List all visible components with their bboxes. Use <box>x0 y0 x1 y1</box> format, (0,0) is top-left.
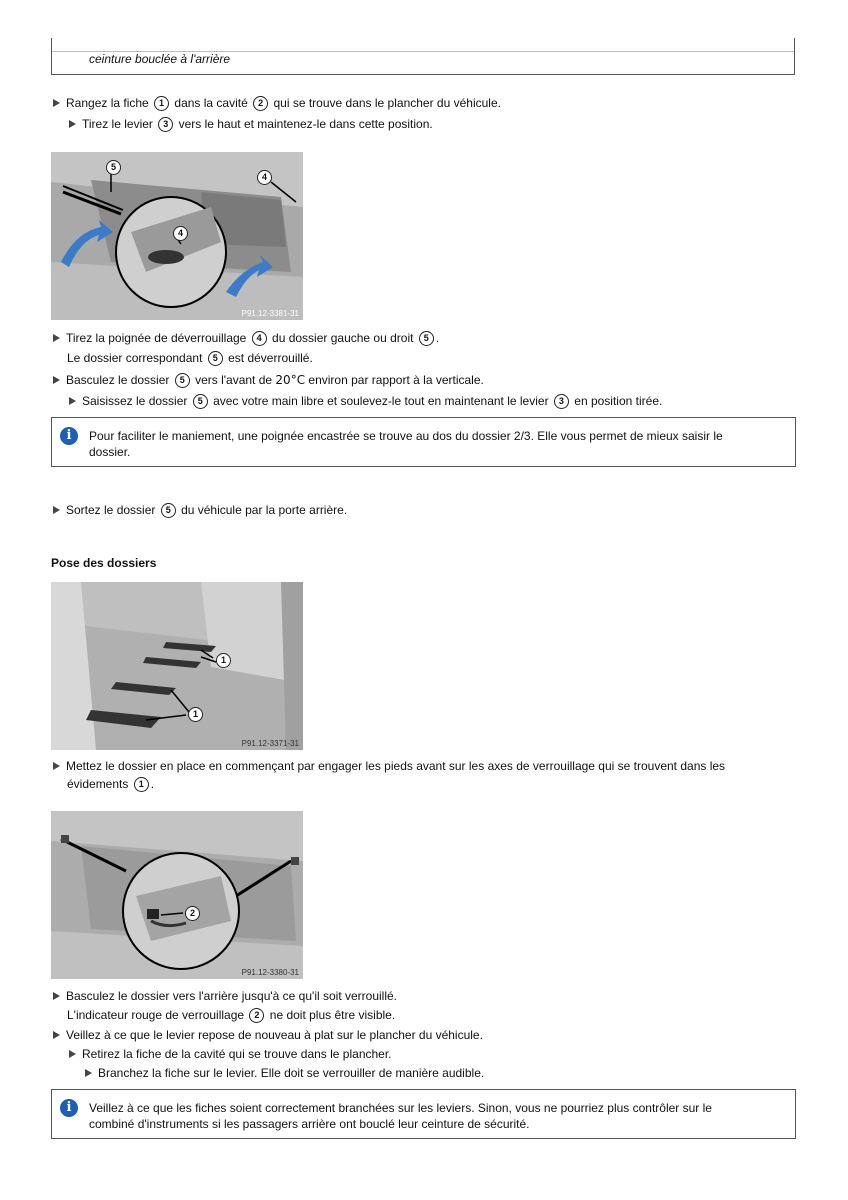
bullet-arrow-icon <box>53 376 60 384</box>
callout-number: 2 <box>249 1008 264 1023</box>
info-icon: i <box>60 427 78 445</box>
step-basculez-arriere: Basculez le dossier vers l'arrière jusqu'à ce qu'il soit verrouillé. <box>53 988 397 1004</box>
figure-seat-lock <box>51 811 303 979</box>
callout-number: 3 <box>158 117 173 132</box>
callout-number: 1 <box>154 96 169 111</box>
substep-saisissez: Saisissez le dossier 5 avec votre main libre et soulevez-le tout en maintenant le levier 3 en position tirée. <box>69 393 662 409</box>
substep-branchez-fiche: Branchez la fiche sur le levier. Elle doit se verrouiller de manière audible. <box>85 1065 484 1081</box>
callout-number: 5 <box>419 331 434 346</box>
note-line: Veillez à ce que les fiches soient correctement branchées sur les leviers. Sinon, vous ne pourriez plus contrôler sur le <box>89 1101 712 1115</box>
info-note-fiches <box>51 1089 796 1139</box>
bullet-arrow-icon <box>53 762 60 770</box>
callout-number: 1 <box>188 707 203 722</box>
bullet-arrow-icon <box>53 99 60 107</box>
callout-number: 4 <box>257 170 272 185</box>
step-indicateur: L'indicateur rouge de verrouillage 2 ne doit plus être visible. <box>67 1008 396 1022</box>
bullet-arrow-icon <box>53 992 60 1000</box>
bullet-arrow-icon <box>53 1031 60 1039</box>
figure-code: P91.12-3371-31 <box>241 739 299 748</box>
callout-number: 1 <box>216 653 231 668</box>
step-mettez-en-place-cont: évidements 1 . <box>67 777 155 791</box>
info-note-poignee <box>51 417 796 467</box>
previous-note-box <box>51 38 795 75</box>
bullet-arrow-icon <box>69 397 76 405</box>
callout-number: 2 <box>185 906 200 921</box>
callout-number: 5 <box>175 373 190 388</box>
callout-number: 5 <box>161 503 176 518</box>
callout-number: 4 <box>173 226 188 241</box>
substep-retirez-fiche: Retirez la fiche de la cavité qui se trouve dans le plancher. <box>69 1046 392 1062</box>
callout-number: 5 <box>208 351 223 366</box>
bullet-arrow-icon <box>85 1069 92 1077</box>
step-result-deverrouille: Le dossier correspondant 5 est déverrouillé. <box>67 351 313 365</box>
info-icon: i <box>60 1099 78 1117</box>
section-heading: Pose des dossiers <box>51 556 157 570</box>
note-line: combiné d'instruments si les passagers arrière ont bouclé leur ceinture de sécurité. <box>89 1117 530 1131</box>
step-rangez: Rangez la fiche 1 dans la cavité 2 qui se trouve dans le plancher du véhicule. <box>53 95 501 111</box>
previous-note-text: ceinture bouclée à l'arrière <box>89 52 231 66</box>
step-mettez-en-place: Mettez le dossier en place en commençant par engager les pieds avant sur les axes de verrouillage qui se trouvent dans les <box>53 758 725 774</box>
substep-tirez-levier: Tirez le levier 3 vers le haut et maintenez-le dans cette position. <box>69 116 433 132</box>
callout-number: 4 <box>252 331 267 346</box>
figure-code: P91.12-3380-31 <box>241 968 299 977</box>
bullet-arrow-icon <box>53 506 60 514</box>
figure-seat-unlock <box>51 152 303 320</box>
bullet-arrow-icon <box>69 120 76 128</box>
step-veillez-levier: Veillez à ce que le levier repose de nouveau à plat sur le plancher du véhicule. <box>53 1027 483 1043</box>
callout-number: 5 <box>106 160 121 175</box>
figure-code: P91.12-3381-31 <box>241 309 299 318</box>
figure-floor-recesses <box>51 582 303 750</box>
callout-number: 2 <box>253 96 268 111</box>
step-basculez-avant: Basculez le dossier 5 vers l'avant de 20°C environ par rapport à la verticale. <box>53 372 484 388</box>
bullet-arrow-icon <box>53 334 60 342</box>
callout-number: 1 <box>134 777 149 792</box>
note-line: Pour faciliter le maniement, une poignée encastrée se trouve au dos du dossier 2/3. Elle vous permet de mieux saisir le <box>89 429 723 443</box>
bullet-arrow-icon <box>69 1050 76 1058</box>
step-sortez: Sortez le dossier 5 du véhicule par la porte arrière. <box>53 502 347 518</box>
step-tirez-poignee: Tirez la poignée de déverrouillage 4 du dossier gauche ou droit 5 . <box>53 330 439 346</box>
callout-number: 3 <box>554 394 569 409</box>
note-line: dossier. <box>89 445 131 459</box>
callout-number: 5 <box>193 394 208 409</box>
